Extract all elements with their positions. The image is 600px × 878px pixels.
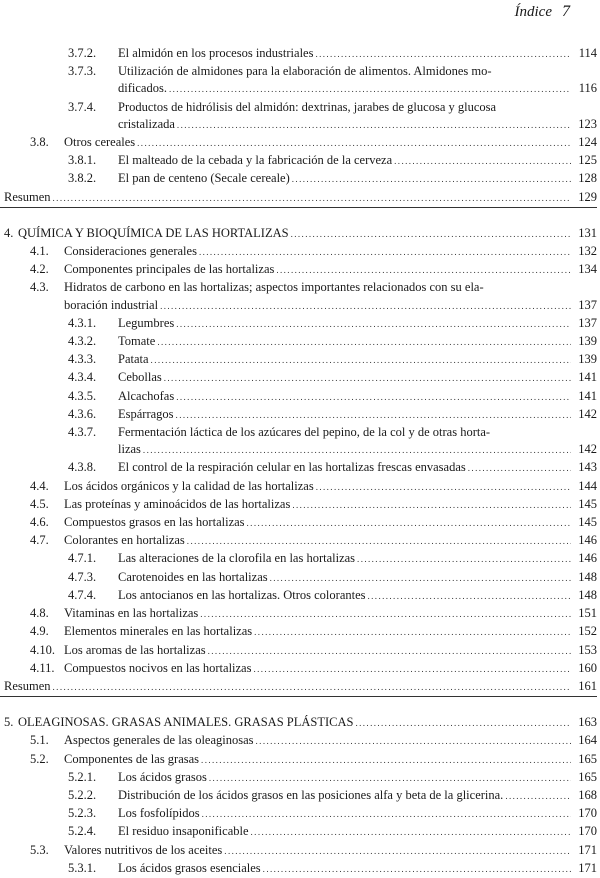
- toc-entry: [0, 243, 597, 261]
- toc-page-number: 145: [578, 515, 597, 530]
- toc-entry: [0, 315, 597, 333]
- toc-entry-title: Las alteraciones de la clorofila en las hortalizas: [118, 551, 356, 566]
- toc-entry-title: El almidón en los procesos industriales: [118, 46, 314, 60]
- toc-page-number: 168: [578, 787, 597, 802]
- toc-entry-number: 4.1.: [30, 244, 49, 259]
- toc-entry-number: 4.3.4.: [68, 370, 97, 385]
- toc-entry-number: 4.11.: [30, 660, 55, 675]
- toc-page-number: 148: [578, 569, 597, 584]
- toc-entry-title: Compuestos nocivos en las hortalizas: [64, 660, 252, 675]
- toc-entry-title: Valores nutritivos de los aceites: [64, 842, 223, 857]
- toc-entry-title: El pan de centeno (Secale cereale): [118, 171, 290, 186]
- dot-leader: [292, 497, 571, 514]
- toc-page-number: 148: [578, 587, 597, 602]
- toc-entry-title: Distribución de los ácidos grasos en las posiciones alfa y beta de la glicerina.: [118, 787, 504, 802]
- toc-page-number: 160: [578, 660, 597, 675]
- toc-entry: [0, 751, 597, 769]
- toc-page-number: 137: [578, 315, 597, 330]
- dot-leader: [355, 715, 571, 732]
- toc-entry-number: 4.7.: [30, 533, 49, 548]
- running-header: [515, 0, 570, 24]
- toc-entry-number: 5.3.: [30, 842, 49, 857]
- toc-entry: [0, 261, 597, 279]
- toc-page-number: 131: [578, 225, 597, 240]
- dot-leader: [208, 643, 571, 660]
- table-of-contents: [0, 45, 597, 878]
- dot-leader: [202, 806, 571, 823]
- toc-entry-title: Los ácidos grasos esenciales: [118, 860, 261, 875]
- toc-entry: [0, 170, 597, 188]
- toc-entry-title: Elementos minerales en las hortalizas: [64, 624, 253, 639]
- toc-page-number: 139: [578, 334, 597, 349]
- dot-leader: [176, 407, 571, 424]
- toc-page-number: 142: [578, 406, 597, 421]
- toc-entry-title: Resumen: [4, 678, 51, 693]
- toc-entry-number: 4.7.4.: [68, 587, 97, 602]
- toc-entry: [0, 279, 597, 314]
- toc-entry-title: Componentes principales de las hortalizas: [64, 262, 275, 277]
- toc-entry: [0, 732, 597, 750]
- toc-page-number: 153: [578, 642, 597, 657]
- toc-page-number: 145: [578, 496, 597, 511]
- toc-entry: [0, 63, 597, 98]
- dot-leader: [177, 117, 571, 134]
- dot-leader: [291, 226, 571, 243]
- toc-entry-number: 4.3.1.: [68, 315, 97, 330]
- page-number: 7: [562, 3, 570, 20]
- toc-page-number: 152: [578, 624, 597, 639]
- toc-entry: [0, 860, 597, 878]
- toc-entry: [0, 406, 597, 424]
- toc-entry-title: Componentes de las grasas: [64, 751, 200, 766]
- toc-entry: [0, 333, 597, 351]
- toc-entry: [0, 805, 597, 823]
- toc-page-number: 143: [578, 460, 597, 475]
- toc-page-number: 134: [578, 262, 597, 277]
- toc-entry-title: El control de la respiración celular en las hortalizas frescas envasadas: [118, 460, 466, 475]
- toc-page-number: 161: [578, 678, 597, 693]
- toc-page-number: 114: [578, 46, 597, 60]
- dot-leader: [254, 624, 571, 641]
- toc-page-number: 124: [578, 135, 597, 150]
- toc-entry-title: boración industrial: [64, 297, 159, 312]
- toc-entry-number: 4.4.: [30, 478, 49, 493]
- dot-leader: [253, 661, 571, 678]
- dot-leader: [247, 515, 571, 532]
- dot-leader: [270, 570, 571, 587]
- toc-page-number: 170: [578, 824, 597, 839]
- dot-leader: [368, 588, 572, 605]
- toc-entry-title: Los antocianos en las hortalizas. Otros colorantes: [118, 587, 366, 602]
- dot-leader: [251, 824, 571, 841]
- toc-entry-number: 4.9.: [30, 624, 49, 639]
- toc-entry: [0, 623, 597, 641]
- toc-entry-title: Resumen: [4, 189, 51, 204]
- toc-entry-title: Hidratos de carbono en las hortalizas; aspectos importantes relacionados con su ela-: [64, 280, 484, 295]
- toc-page-number: 116: [578, 81, 597, 96]
- toc-entry-number: 3.7.4.: [68, 99, 97, 114]
- toc-entry-number: 5.: [4, 715, 14, 730]
- toc-entry-number: 5.2.1.: [68, 769, 97, 784]
- toc-entry-number: 4.3.: [30, 280, 49, 295]
- toc-entry-title: QUÍMICA Y BIOQUÍMICA DE LAS HORTALIZAS: [18, 225, 289, 240]
- toc-entry-number: 4.7.3.: [68, 569, 97, 584]
- toc-entry-number: 4.3.2.: [68, 334, 97, 349]
- dot-leader: [176, 389, 571, 406]
- toc-entry-title: Las proteínas y aminoácidos de las hortalizas: [64, 496, 291, 511]
- toc-entry-title: El residuo insaponificable: [118, 824, 249, 839]
- running-header-title: Índice: [514, 3, 552, 20]
- toc-page-number: 171: [578, 842, 597, 857]
- toc-page-number: 144: [578, 478, 597, 493]
- toc-entry-title: Espárragos: [118, 406, 174, 421]
- dot-leader: [199, 244, 571, 261]
- toc-entry-number: 5.2.2.: [68, 787, 97, 802]
- section-gap: [0, 697, 597, 714]
- dot-leader: [53, 190, 571, 207]
- toc-page-number: 164: [578, 733, 597, 748]
- toc-entry-title: Carotenoides en las hortalizas: [118, 569, 268, 584]
- toc-page-number: 146: [578, 551, 597, 566]
- toc-entry: [0, 642, 597, 660]
- toc-entry-number: 3.8.: [30, 135, 49, 150]
- toc-page-number: 123: [578, 116, 597, 131]
- toc-chapter: [0, 225, 597, 243]
- toc-entry-title: Los fosfolípidos: [118, 806, 200, 821]
- toc-entry-title: Utilización de almidones para la elaboración de alimentos. Almidones mo-: [118, 64, 492, 79]
- toc-entry: [0, 45, 597, 63]
- dot-leader: [143, 442, 571, 459]
- toc-page-number: 165: [578, 769, 597, 784]
- toc-entry-number: 5.1.: [30, 733, 49, 748]
- toc-entry-title: Patata: [118, 352, 149, 367]
- dot-leader: [224, 843, 571, 860]
- toc-entry-number: 4.3.7.: [68, 425, 97, 440]
- toc-entry-title: Alcachofas: [118, 388, 175, 403]
- toc-page-number: 128: [578, 171, 597, 186]
- toc-entry: [0, 152, 597, 170]
- toc-entry-number: 3.8.1.: [68, 153, 97, 168]
- toc-entry-number: 5.3.1.: [68, 860, 97, 875]
- dot-leader: [468, 460, 571, 477]
- toc-entry-title: Productos de hidrólisis del almidón: dextrinas, jarabes de glucosa y glucosa: [118, 99, 497, 114]
- dot-leader: [209, 770, 571, 787]
- toc-page-number: 125: [578, 153, 597, 168]
- dot-leader: [200, 606, 571, 623]
- toc-entry-title: OLEAGINOSAS. GRASAS ANIMALES. GRASAS PLÁSTICAS: [18, 715, 354, 730]
- toc-entry-number: 3.7.2.: [68, 46, 97, 60]
- dot-leader: [292, 171, 571, 188]
- toc-entry-number: 5.2.: [30, 751, 49, 766]
- toc-entry-title: Tomate: [118, 334, 156, 349]
- toc-entry: [0, 550, 597, 568]
- toc-entry-number: 3.7.3.: [68, 64, 97, 79]
- dot-leader: [157, 334, 571, 351]
- dot-leader: [176, 316, 571, 333]
- toc-entry-title: Los ácidos orgánicos y la calidad de las hortalizas: [64, 478, 314, 493]
- toc-entry: [0, 514, 597, 532]
- toc-page-number: 141: [578, 388, 597, 403]
- toc-page-number: 141: [578, 370, 597, 385]
- dot-leader: [53, 679, 571, 696]
- toc-entry: [0, 424, 597, 459]
- dot-leader: [187, 533, 571, 550]
- dot-leader: [315, 46, 571, 63]
- toc-entry-title: Otros cereales: [64, 135, 136, 150]
- toc-entry-number: 5.2.4.: [68, 824, 97, 839]
- toc-entry: [0, 569, 597, 587]
- toc-entry: [0, 496, 597, 514]
- toc-entry: [0, 532, 597, 550]
- toc-entry-number: 4.3.3.: [68, 352, 97, 367]
- dot-leader: [394, 153, 571, 170]
- toc-page-number: 139: [578, 352, 597, 367]
- toc-entry-number: 4.2.: [30, 262, 49, 277]
- toc-entry-number: 4.5.: [30, 496, 49, 511]
- dot-leader: [316, 479, 571, 496]
- toc-chapter: [0, 714, 597, 732]
- toc-page-number: 129: [578, 189, 597, 204]
- toc-page-number: 165: [578, 751, 597, 766]
- dot-leader: [151, 352, 571, 369]
- toc-entry: [0, 823, 597, 841]
- dot-leader: [164, 370, 571, 387]
- toc-entry-number: 4.6.: [30, 515, 49, 530]
- toc-page-number: 163: [578, 715, 597, 730]
- dot-leader: [160, 298, 571, 315]
- toc-entry-number: 4.: [4, 225, 14, 240]
- dot-leader: [357, 551, 571, 568]
- dot-leader: [169, 81, 571, 98]
- toc-entry: [0, 369, 597, 387]
- toc-page-number: 146: [578, 533, 597, 548]
- toc-entry: [0, 605, 597, 623]
- toc-summary: [0, 678, 597, 696]
- dot-leader: [505, 788, 571, 805]
- toc-entry-number: 4.3.5.: [68, 388, 97, 403]
- toc-entry-title: Los aromas de las hortalizas: [64, 642, 206, 657]
- section-gap: [0, 208, 597, 225]
- toc-entry-title: cristalizada: [118, 116, 175, 131]
- toc-entry-title: Fermentación láctica de los azúcares del pepino, de la col y de otras horta-: [118, 425, 491, 440]
- toc-page-number: 132: [578, 244, 597, 259]
- toc-entry-number: 4.3.6.: [68, 406, 97, 421]
- toc-page-number: 142: [578, 442, 597, 457]
- toc-page-number: 170: [578, 806, 597, 821]
- toc-entry: [0, 459, 597, 477]
- toc-entry-number: 3.8.2.: [68, 171, 97, 186]
- toc-entry-title: Consideraciones generales: [64, 244, 197, 259]
- toc-entry: [0, 134, 597, 152]
- toc-entry-number: 4.3.8.: [68, 460, 97, 475]
- toc-page-number: 151: [578, 606, 597, 621]
- toc-entry-number: 5.2.3.: [68, 806, 97, 821]
- toc-entry-title: Vitaminas en las hortalizas: [64, 606, 199, 621]
- toc-entry-title: Colorantes en hortalizas: [64, 533, 185, 548]
- toc-entry-title: El malteado de la cebada y la fabricación de la cerveza: [118, 153, 393, 168]
- toc-entry-number: 4.7.1.: [68, 551, 97, 566]
- toc-entry: [0, 769, 597, 787]
- toc-entry: [0, 99, 597, 134]
- dot-leader: [201, 752, 571, 769]
- dot-leader: [276, 262, 571, 279]
- toc-entry: [0, 587, 597, 605]
- toc-entry: [0, 351, 597, 369]
- toc-entry-title: Legumbres: [118, 315, 175, 330]
- toc-page-number: 171: [578, 860, 597, 875]
- dot-leader: [137, 135, 571, 152]
- toc-entry: [0, 478, 597, 496]
- toc-entry-title: lizas: [118, 442, 141, 457]
- dot-leader: [263, 861, 571, 878]
- toc-entry-title: Cebollas: [118, 370, 162, 385]
- toc-entry-title: dificados.: [118, 81, 167, 96]
- toc-page-number: 137: [578, 297, 597, 312]
- toc-entry: [0, 660, 597, 678]
- toc-entry: [0, 842, 597, 860]
- dot-leader: [256, 733, 571, 750]
- toc-entry-number: 4.8.: [30, 606, 49, 621]
- toc-entry-title: Compuestos grasos en las hortalizas: [64, 515, 245, 530]
- toc-entry-title: Aspectos generales de las oleaginosas: [64, 733, 254, 748]
- toc-summary: [0, 189, 597, 207]
- toc-entry: [0, 787, 597, 805]
- toc-entry: [0, 388, 597, 406]
- toc-entry-title: Los ácidos grasos: [118, 769, 207, 784]
- toc-entry-number: 4.10.: [30, 642, 55, 657]
